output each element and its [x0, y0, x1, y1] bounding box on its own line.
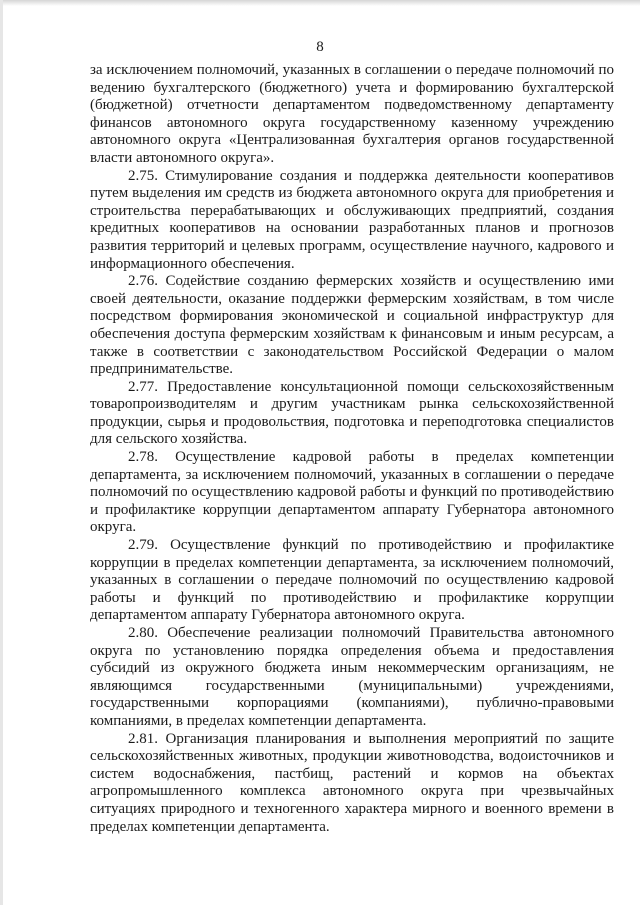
paragraph-continuation: за исключением полномочий, указанных в соглашении о передаче полномочий по ведению бухгалтерского (бюджетного) учета и формированию бухгалтерской (бюджетной) отчетности департаментом подведомственному департаменту финансов автономного округа государственному казенному учреждению автономного округа «Централизованная бухгалтерия органов государственной власти автономного округа». [90, 62, 614, 166]
paragraph-2-75: 2.75. Стимулирование создания и поддержка деятельности кооперативов путем выделения им средств из бюджета автономного округа для приобретения и строительства перерабатывающих и обслуживающих предприятий, создания кредитных кооперативов на основании разработанных планов и прогнозов развития территорий и целевых программ, осуществление научного, кадрового и информационного обеспечения. [90, 167, 614, 272]
paragraph-2-76: 2.76. Содействие созданию фермерских хозяйств и осуществлению ими своей деятельности, оказание поддержки фермерским хозяйствам, в том числе посредством формирования экономической и социальной инфраструктур для обеспечения доступа фермерским хозяйствам к финансовым и иным ресурсам, а также в соответствии с законодательством Российской Федерации о малом предпринимательстве. [90, 273, 614, 378]
scan-left-edge [0, 0, 3, 905]
paragraph-2-78: 2.78. Осуществление кадровой работы в пределах компетенции департамента, за исключением полномочий, указанных в соглашении о передаче полномочий по осуществлению кадровой работы и функций по противодействию и профилактике коррупции департаментом аппарату Губернатора автономного округа. [90, 449, 614, 536]
paragraph-2-81: 2.81. Организация планирования и выполнения мероприятий по защите сельскохозяйственных животных, продукции животноводства, водоисточников и систем водоснабжения, пастбищ, растений и кормов на объектах агропромышленного комплекса автономного округа при чрезвычайных ситуациях природного и техногенного характера мирного и военного времени в пределах компетенции департамента. [90, 730, 614, 835]
scan-top-edge [0, 0, 640, 6]
paragraph-2-77: 2.77. Предоставление консультационной помощи сельскохозяйственным товаропроизводителям и другим участникам рынка сельскохозяйственной продукции, сырья и продовольствия, подготовка и переподготовка специалистов для сельского хозяйства. [90, 378, 614, 448]
page-number: 8 [316, 39, 324, 55]
document-body [90, 62, 614, 836]
paragraph-2-80: 2.80. Обеспечение реализации полномочий Правительства автономного округа по установлению порядка определения объема и предоставления субсидий из окружного бюджета иным некоммерческим организациям, не являющимся государственными (муниципальными) учреждениями, государственными корпорациями (компаниями), публично-правовыми компаниями, в пределах компетенции департамента. [90, 625, 614, 729]
paragraph-2-79: 2.79. Осуществление функций по противодействию и профилактике коррупции в пределах компетенции департамента, за исключением полномочий, указанных в соглашении о передаче полномочий по осуществлению кадровой работы и функций по противодействию и профилактике коррупции департаментом аппарату Губернатора автономного округа. [90, 537, 614, 624]
